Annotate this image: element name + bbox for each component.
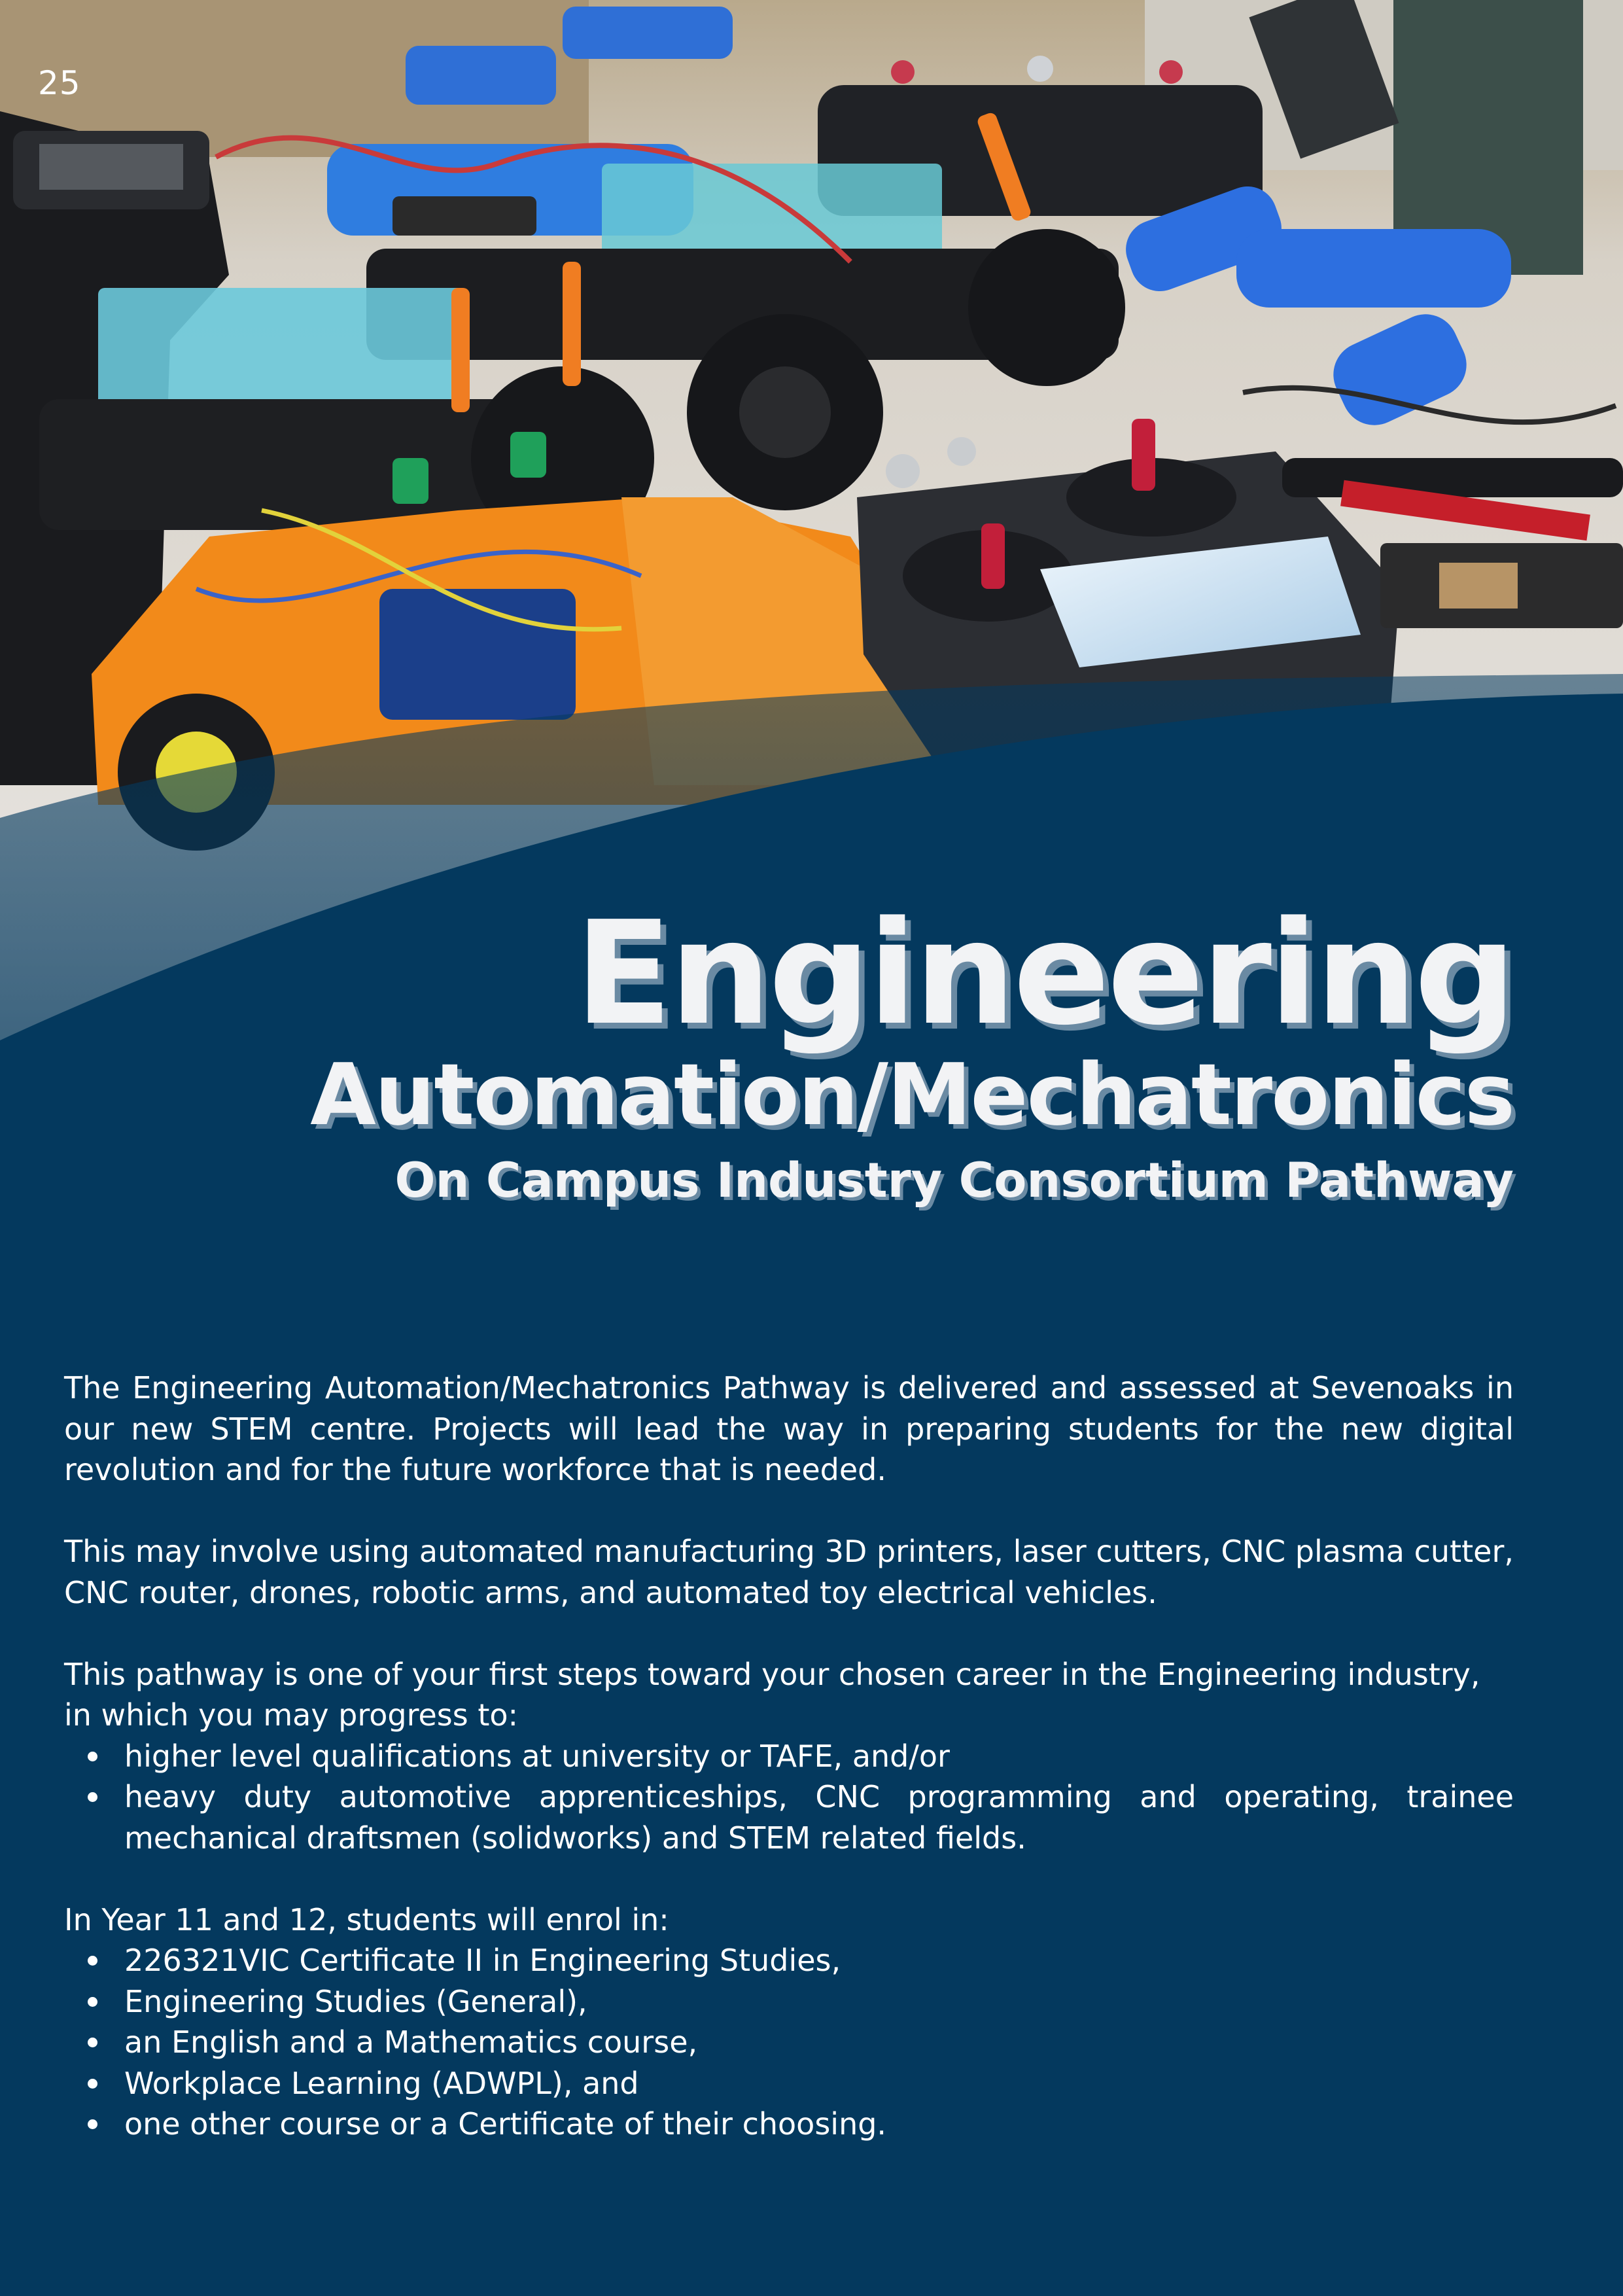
- list-item: Workplace Learning (ADWPL), and: [124, 2063, 1514, 2104]
- enrol-list: [64, 1940, 1514, 2145]
- page-number: 25: [38, 64, 81, 102]
- robotics-photo: [0, 0, 1623, 1057]
- list-item: heavy duty automotive apprenticeships, CNC programming and operating, trainee mechanical draftsmen (solidworks) and STEM related fields.: [124, 1776, 1514, 1858]
- career-list: [64, 1736, 1514, 1859]
- body-copy: [64, 1368, 1514, 2185]
- list-item: higher level qualifications at university or TAFE, and/or: [124, 1736, 1514, 1777]
- page-subtitle: Automation/Mechatronics: [310, 1045, 1514, 1144]
- intro-paragraph: The Engineering Automation/Mechatronics Pathway is delivered and assessed at Sevenoaks in our new STEM centre. Projects will lead the way in preparing students for the new digital revolution and for the future workforce that is needed.: [64, 1370, 1514, 1487]
- page-title: Engineering: [574, 891, 1514, 1057]
- enrol-lead: In Year 11 and 12, students will enrol in:: [64, 1901, 669, 1937]
- list-item: one other course or a Certificate of their choosing.: [124, 2104, 1514, 2145]
- activities-paragraph: This may involve using automated manufacturing 3D printers, laser cutters, CNC plasma cutter, CNC router, drones, robotic arms, and automated toy electrical vehicles.: [64, 1534, 1514, 1610]
- list-item: an English and a Mathematics course,: [124, 2022, 1514, 2063]
- list-item: 226321VIC Certificate II in Engineering Studies,: [124, 1940, 1514, 1981]
- title-block: [310, 891, 1514, 1209]
- career-lead: This pathway is one of your first steps toward your chosen career in the Engineering industry, in which you may progress to:: [64, 1656, 1480, 1733]
- pathway-label: On Campus Industry Consortium Pathway: [394, 1153, 1514, 1209]
- list-item: Engineering Studies (General),: [124, 1981, 1514, 2022]
